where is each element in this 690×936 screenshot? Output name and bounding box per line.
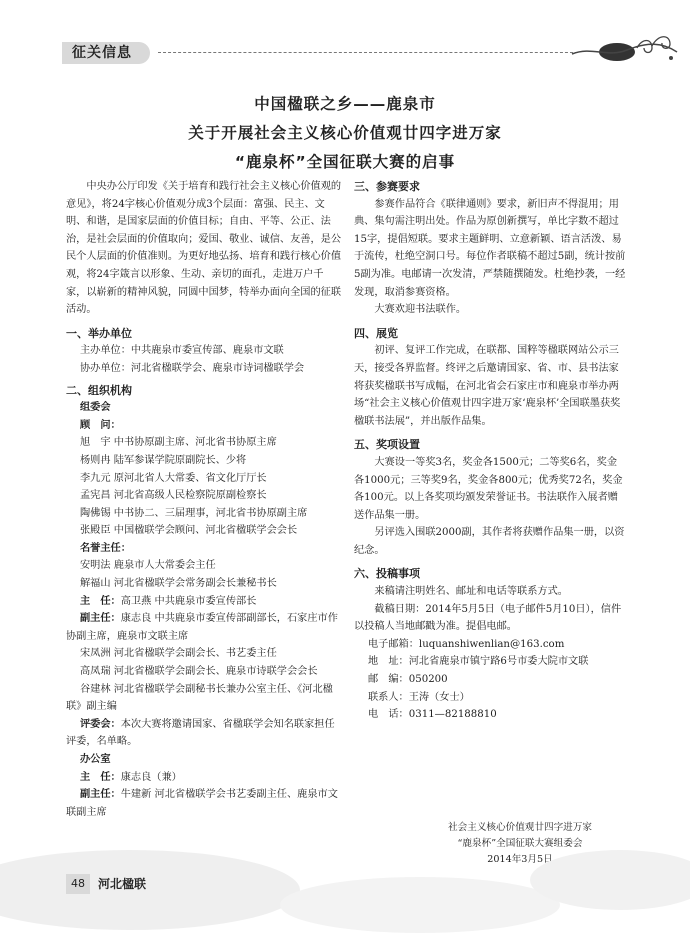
section-label: 征关信息 [62,42,150,64]
advisor-label: 顾 问： [80,418,121,431]
contact-postcode: 邮 编：050200 [368,674,448,686]
organizer-line: 主办单位：中共鹿泉市委宣传部、鹿泉市文联 [80,345,284,357]
ink-flourish-icon [567,28,682,68]
page-number: 48 [66,874,90,894]
office-deputy-label: 副主任： [80,788,121,801]
honorary-director-label: 名誉主任： [80,541,131,554]
awards-paragraph: 大赛设一等奖3名，奖金各1500元；二等奖6名，奖金各1000元；三等奖9名，奖金各800元；优秀奖72名，奖金各100元。以上各奖项均颁发荣誉证书。书法联作入展者赠送作品集一册。 [354,456,623,521]
title-line-3: “鹿泉杯”全国征联大赛的启事 [234,153,456,171]
contact-person: 联系人：王涛（女士） [368,691,470,703]
section-heading-awards: 五、奖项设置 [354,438,420,452]
deputy-director-label: 副主任： [80,612,121,625]
contact-address: 地 址：河北省鹿泉市镇宁路6号市委大院市文联 [368,656,589,668]
contact-email: 电子邮箱：luquanshiwenlian@163.com [368,638,565,650]
director-label: 主 任： [80,594,121,607]
page-footer [66,868,366,896]
advisor-line: 杨则冉 陆军参谋学院原副院长、少将 [80,454,247,466]
director-line [66,593,342,611]
deputy-director-line: 宋凤洲 河北省楹联学会副会长、书艺委主任 [80,648,277,660]
submission-paragraph: 来稿请注明姓名、邮址和电话等联系方式。 [374,586,568,598]
office-director-label: 主 任： [80,770,121,783]
signature-line: “鹿泉杯”全国征联大赛组委会 [457,838,583,849]
left-column [66,178,342,821]
intro-paragraph: 中央办公厅印发《关于培育和践行社会主义核心价值观的意见》，将24字核心价值观分成3个层面：富强、民主、文明、和谐，是国家层面的价值目标；自由、平等、公正、法治，是社会层面的价值取向；爱国、敬业、诚信、友善，是公民个人层面的价值准则。为更好地弘扬、培育和践行核心价值观，将24字箴言以形象、生动、亲切的面孔，走进万户千家，以崭新的精神风貌，同圆中国梦，特举办面向全国的征联活动。 [66,181,342,316]
advisor-line: 张殿臣 中国楹联学会顾问、河北省楹联学会会长 [80,525,298,537]
deputy-director-line [66,610,342,645]
deadline-paragraph: 截稿日期：2014年5月5日（电子邮件5月10日），信件以投稿人当地邮戳为准。提倡电邮。 [354,603,622,633]
deputy-director-line: 高凤瑞 河北省楹联学会副会长、鹿泉市诗联学会会长 [80,666,318,678]
jury-label: 评委会： [80,717,121,730]
office-director-line [66,769,342,787]
deputy-director-text: 康志良 中共鹿泉市委宣传部副部长，石家庄市作协副主席，鹿泉市文联主席 [66,613,338,642]
office-deputy-text: 牛建新 河北省楹联学会书艺委副主任、鹿泉市文联副主席 [66,789,338,818]
advisor-line: 李九元 原河北省人大常委、省文化厅厅长 [80,472,267,484]
signature-line: 社会主义核心价值观廿四字进万家 [448,822,592,833]
section-heading-requirements: 三、参赛要求 [354,180,420,193]
office-deputy-line [66,786,342,821]
awards-note: 另评选入围联2000副，其作者将获赠作品集一册，以资纪念。 [354,527,625,556]
section-heading-exhibition: 四、展览 [354,326,398,340]
title-line-1: 中国楹联之乡——鹿泉市 [254,95,436,113]
deputy-director-line: 谷建林 河北省楹联学会副秘书长兼办公室主任、《河北楹联》副主编 [66,683,333,713]
right-column [354,178,626,724]
requirements-note: 大赛欢迎书法联作。 [374,304,467,316]
honorary-director-line: 安明法 鹿泉市人大常委会主任 [80,560,216,572]
section-header [62,42,622,64]
section-heading-organization: 二、组织机构 [66,383,132,397]
office-label: 办公室 [80,753,111,765]
requirements-paragraph: 参赛作品符合《联律通则》要求，新旧声不得混用；用典、集句需注明出处。作品为原创新撰写，单比字数不超过15字，提倡短联。要求主题鲜明、立意新颖、语言活泼、易于流传，杜绝空洞口号。每位作者联稿不超过5副，统计按前5副为准。电邮请一次发清，严禁随撰随发。杜绝抄袭，一经发现，取消参赛资格。 [354,198,626,298]
jury-line [66,716,342,751]
jury-text: 本次大赛将邀请国家、省楹联学会知名联家担任评委，名单略。 [66,718,335,748]
advisor-line: 孟宪昌 河北省高级人民检察院原副检察长 [80,490,267,502]
honorary-director-line: 解福山 河北省楹联学会常务副会长兼秘书长 [80,578,277,590]
journal-name: 河北楹联 [98,877,147,891]
section-heading-organizers: 一、举办单位 [66,326,132,340]
committee-label: 组委会 [80,401,111,414]
section-heading-submission: 六、投稿事项 [354,567,420,581]
header-divider [158,52,578,53]
signature-date: 2014年3月5日 [487,854,553,865]
advisor-line: 旭 宇 中书协原副主席、河北省书协原主席 [80,437,277,449]
contact-phone: 电 话：0311—82188810 [368,709,497,721]
exhibition-paragraph: 初评、复评工作完成，在联都、国粹等楹联网站公示三天，接受各界监督。终评之后邀请国家、省、市、县书法家将获奖楹联书写成幅，在河北省会石家庄市和鹿泉市举办两场“社会主义核心价值观廿四字进万家‘鹿泉杯’全国联墨获奖楹联书法展”，并出版作品集。 [354,345,621,427]
director-text: 高卫燕 中共鹿泉市委宣传部长 [120,595,257,607]
title-line-2: 关于开展社会主义核心价值观廿四字进万家 [188,124,502,142]
organizer-line: 协办单位：河北省楹联学会、鹿泉市诗词楹联学会 [80,362,305,374]
advisor-line: 陶佛锡 中书协二、三届理事，河北省书协原副主席 [80,507,308,519]
office-director-text: 康志良（兼） [120,771,182,783]
